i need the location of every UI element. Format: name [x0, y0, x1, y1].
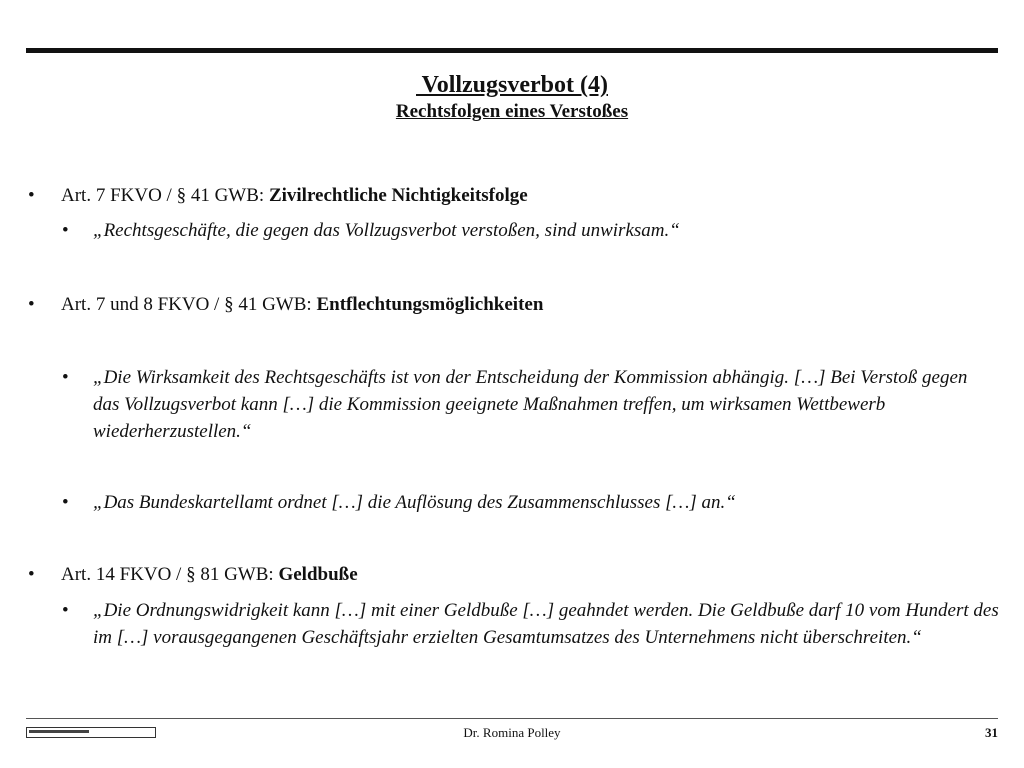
bullet-marker: •	[28, 185, 35, 206]
bullet-prefix: Art. 14 FKVO / § 81 GWB:	[61, 564, 279, 585]
footer-author: Dr. Romina Polley	[463, 725, 561, 740]
bullet-prefix: Art. 7 FKVO / § 41 GWB:	[61, 185, 269, 206]
slide-subtitle: Rechtsfolgen eines Verstoßes	[395, 101, 629, 122]
quote-text: „Das Bundeskartellamt ordnet […] die Auflösung des Zusammenschlusses […] an.“	[93, 492, 736, 513]
slide-title: Vollzugsverbot (4)	[416, 72, 608, 98]
bullet-emphasis: Geldbuße	[278, 564, 358, 585]
bullet-emphasis: Zivilrechtliche Nichtigkeitsfolge	[268, 185, 528, 206]
bullet-marker: •	[62, 600, 69, 621]
quote-text: „Die Ordnungswidrigkeit kann […] mit einer Geldbuße […] geahndet werden. Die Geldbuße darf 10 vom Hundert des im […] vorausgegangenen Geschäftsjahr erzielten Gesamtumsatzes des Unternehmens nicht überschreiten.“	[93, 600, 999, 648]
quote-text: „Die Wirksamkeit des Rechtsgeschäfts ist von der Entscheidung der Kommission abhängig. […] Bei Verstoß gegen das Vollzugsverbot kann […] die Kommission geeignete Maßnahmen treffen, um wirksamen Wettbewerb wiederherzustellen.“	[93, 367, 968, 442]
bullet-marker: •	[62, 367, 69, 388]
footer-divider	[26, 718, 998, 719]
bullet-marker: •	[62, 492, 69, 513]
bullet-prefix: Art. 7 und 8 FKVO / § 41 GWB:	[61, 294, 317, 315]
bullet-emphasis: Entflechtungsmöglichkeiten	[316, 294, 544, 315]
bullet-text	[61, 182, 528, 209]
bullet-text	[61, 561, 358, 588]
page-number: 31	[985, 725, 998, 740]
bullet-marker: •	[28, 294, 35, 315]
bullet-marker: •	[28, 564, 35, 585]
bullet-text	[61, 291, 543, 318]
bullet-marker: •	[62, 220, 69, 241]
quote-text: „Rechtsgeschäfte, die gegen das Vollzugsverbot verstoßen, sind unwirksam.“	[93, 220, 680, 241]
